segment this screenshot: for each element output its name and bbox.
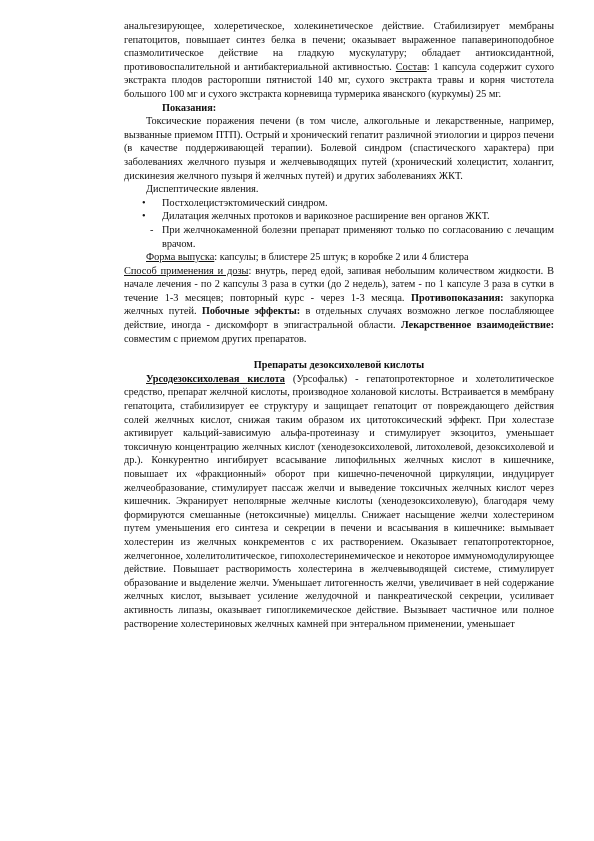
udca-label: Урсодезоксихолевая кислота — [146, 373, 285, 385]
document-page — [124, 20, 554, 631]
release-form-label: Форма выпуска — [146, 252, 215, 264]
dosage-paragraph — [124, 265, 554, 347]
dash-marker: - — [150, 224, 154, 236]
section-title: Препараты дезоксихолевой кислоты — [253, 360, 425, 372]
udca-paragraph — [124, 373, 554, 631]
interaction-label: Лекарственное взаимодействие: — [401, 320, 554, 332]
bullet-icon: • — [142, 197, 146, 209]
dyspeptic-text: Диспептические явления. — [146, 184, 259, 196]
pharmacology-text: анальгезирующее, холеретическое, холекинетическое действие. Стабилизирует мембраны гепатоцитов, повышает синтез белка в печени; оказывает выраженное папавериноподобное спазмолитическое действие на гладкую мускулатуру; обладает антиоксидантной, противовоспалительной и антибактериальной активностью. — [124, 21, 554, 73]
bullet-icon: • — [142, 211, 146, 223]
list-item: • Постхолецистэктомический синдром. — [142, 197, 328, 209]
side-effects-text: в отдельных случаях возможно легкое послабляющее действие, иногда - дискомфорт в эпигастральной области. — [124, 306, 554, 332]
composition-text: : 1 капсула содержит сухого экстракта плодов расторопши пятнистой 140 мг, сухого экстракта травы и корня чистотела большого 100 мг и сухого экстракта корневища турмерика яванского (куркумы) 25 мг. — [124, 61, 554, 100]
dosage-text: : внутрь, перед едой, запивая небольшим количеством жидкости. В начале лечения - по 2 капсулы 3 раза в сутки (до 2 недель), затем - по 1 капсуле 3 раза в сутки в течение 1-3 месяцев; повторный курс - через 1-3 месяца. — [124, 265, 554, 304]
contraindications-text: закупорка желчных путей. — [124, 292, 554, 318]
dosage-label: Способ применения и дозы — [124, 265, 249, 277]
indications-heading: Показания: — [162, 102, 217, 114]
interaction-text: совместим с приемом других препаратов. — [124, 333, 307, 345]
paragraph-pharmacology — [124, 20, 554, 102]
indications-list — [124, 197, 554, 224]
release-form-text: : капсулы; в блистере 25 штук; в коробке 2 или 4 блистера — [214, 252, 469, 264]
release-form — [124, 251, 554, 265]
indications-text: Токсические поражения печени (в том числе, алкогольные и лекарственные, например, вызванные приемом ПТП). Острый и хронический гепатит различной этиологии и цирроз печени (в качестве поддерживающей терапии). Болевой синдром (спастического характера) при заболеваниях желчного пузыря и желчевыводящих путей (хронический холецистит, холангит, дискинезия желчного пузыря й желчных путей) и других заболеваниях ЖКТ. — [124, 116, 554, 182]
list-item: • Дилатация желчных протоков и варикозное расширение вен органов ЖКТ. — [142, 211, 490, 223]
gallstone-note: - При желчнокаменной болезни препарат применяют только по согласованию с лечащим врачом. — [150, 224, 554, 250]
udca-text: (Урсофальк) - гепатопротекторное и холетолитическое средство, препарат желчной кислоты, производное холановой кислоты. Встраивается в мембрану гепатоцита, стабилизирует ее структуру и защищает гепатоцит от повреждающего действия солей желчных кислот, снижая таким образом их цитотоксический эффект. При холестазе активирует кальций-зависимую альфа-протеиназу и стимулирует экзоцитоз, уменьшает токсичную концентрацию желчных кислот (хенодезоксихолевой, литохолевой, дезоксихолевой и др.). Конкурентно ингибирует всасывание липофильных желчных кислот в кишечнике, повышает их «фракционный» оборот при кишечно-печеночной циркуляции, индуцирует желчеобразование, стимулирует пассаж желчи и выведение токсичных желчных кислот через кишечник. Экранирует неполярные желчные кислоты (хенодезоксихолевую), благодаря чему формируются смешанные (нетоксичные) мицеллы. Снижает насыщение желчи холестерином путем уменьшения его синтеза и секреции в печени и всасывания в кишечнике: вымывает холестерин из желчных конкрементов с их растворением. Оказывает гепатопротекторное, желчегонное, холелитолитическое, гипохолестеринемическое и некоторое иммуномодулирующее действие. Повышает растворимость холестерина в желчевыводящей системе, стимулирует образование и выделение желчи. Уменьшает литогенность желчи, увеличивает в ней содержание желчных кислот, вызывает усиление желудочной и панкреатической секреции, усиливает активность липазы, оказывает гипогликемическое действие. Вызывает частичное или полное растворение холестериновых желчных камней при энтеральном применении, уменьшает — [124, 373, 554, 630]
contraindications-label: Противопоказания: — [411, 292, 504, 304]
side-effects-label: Побочные эффекты: — [201, 306, 301, 318]
composition-label: Состав — [395, 61, 427, 73]
